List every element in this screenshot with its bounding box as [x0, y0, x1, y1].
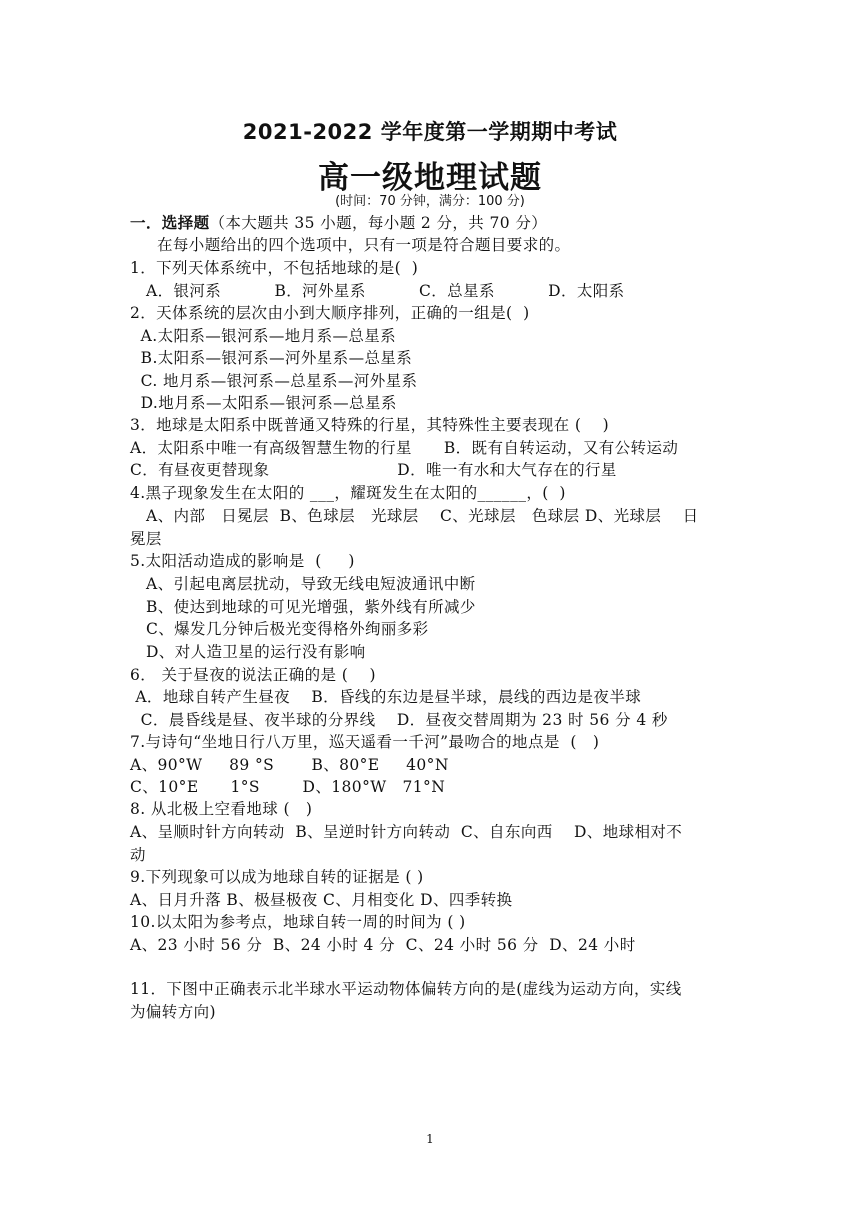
section-instruction: 在每小题给出的四个选项中，只有一项是符合题目要求的。: [157, 236, 571, 254]
question-line: A、日月升落 B、极昼极夜 C、月相变化 D、四季转换: [130, 891, 513, 909]
question-line: 4.黑子现象发生在太阳的 ___，耀斑发生在太阳的______，( ): [130, 484, 566, 502]
question-line: A．地球自转产生昼夜 B．昏线的东边是昼半球，晨线的西边是夜半球: [130, 688, 642, 706]
question-line: 为偏转方向): [130, 1003, 216, 1021]
question-line: A、23 小时 56 分 B、24 小时 4 分 C、24 小时 56 分 D、24 小时: [130, 936, 636, 954]
question-line: 5.太阳活动造成的影响是 ( ): [130, 552, 355, 570]
section-heading: [130, 212, 547, 234]
question-line: A、引起电离层扰动，导致无线电短波通讯中断: [130, 575, 476, 593]
page-number: 1: [426, 1132, 434, 1146]
question-line: B、使达到地球的可见光增强，紫外线有所减少: [130, 598, 476, 616]
question-line: 2．天体系统的层次由小到大顺序排列，正确的一组是( ): [130, 304, 530, 322]
question-line: 11．下图中正确表示北半球水平运动物体偏转方向的是(虚线为运动方向，实线: [130, 980, 682, 998]
question-line: A、90°W 89 °S B、80°E 40°N: [130, 756, 449, 774]
question-line: 7.与诗句“坐地日行八万里，巡天遥看一千河”最吻合的地点是 ( ): [130, 733, 600, 751]
question-line: C. 地月系—银河系—总星系—河外星系: [130, 372, 418, 390]
section-heading-label: 一．选择题: [130, 213, 210, 232]
question-line: A.太阳系—银河系—地月系—总星系: [130, 327, 397, 345]
question-line: A、呈顺时针方向转动 B、呈逆时针方向转动 C、自东向西 D、地球相对不: [130, 823, 683, 841]
question-line: B.太阳系—银河系—河外星系—总星系: [130, 349, 413, 367]
question-line: D、对人造卫星的运行没有影响: [130, 643, 366, 661]
exam-main-title: 高一级地理试题: [318, 160, 542, 196]
question-line: C、10°E 1°S D、180°W 71°N: [130, 778, 446, 796]
question-line: D.地月系—太阳系—银河系—总星系: [130, 394, 397, 412]
question-line: C．有昼夜更替现象 D．唯一有水和大气存在的行星: [130, 461, 617, 479]
question-line: 8. 从北极上空看地球 ( ): [130, 800, 313, 818]
question-line: A．太阳系中唯一有高级智慧生物的行星 B．既有自转运动，又有公转运动: [130, 439, 679, 457]
exam-term-title: 2021-2022 学年度第一学期期中考试: [242, 120, 618, 144]
question-line: C、爆发几分钟后极光变得格外绚丽多彩: [130, 620, 429, 638]
question-line: 3．地球是太阳系中既普通又特殊的行星，其特殊性主要表现在 ( ): [130, 416, 610, 434]
question-line: 动: [130, 846, 146, 864]
section-heading-note: （本大题共 35 小题，每小题 2 分，共 70 分）: [209, 214, 548, 232]
question-line: 9.下列现象可以成为地球自转的证据是 ( ): [130, 868, 424, 886]
question-line: 6． 关于昼夜的说法正确的是 ( ): [130, 666, 376, 684]
question-line: C．晨昏线是昼、夜半球的分界线 D．昼夜交替周期为 23 时 56 分 4 秒: [130, 711, 668, 729]
question-line: A、内部 日冕层 B、色球层 光球层 C、光球层 色球层 D、光球层 日: [130, 507, 699, 525]
exam-time-score: (时间：70 分钟，满分：100 分): [335, 194, 525, 209]
question-line: 10.以太阳为参考点，地球自转一周的时间为 ( ): [130, 913, 466, 931]
question-line: 1．下列天体系统中，不包括地球的是( ): [130, 259, 419, 277]
question-line: 冕层: [130, 530, 162, 548]
question-line: A．银河系 B．河外星系 C．总星系 D．太阳系: [130, 282, 625, 300]
